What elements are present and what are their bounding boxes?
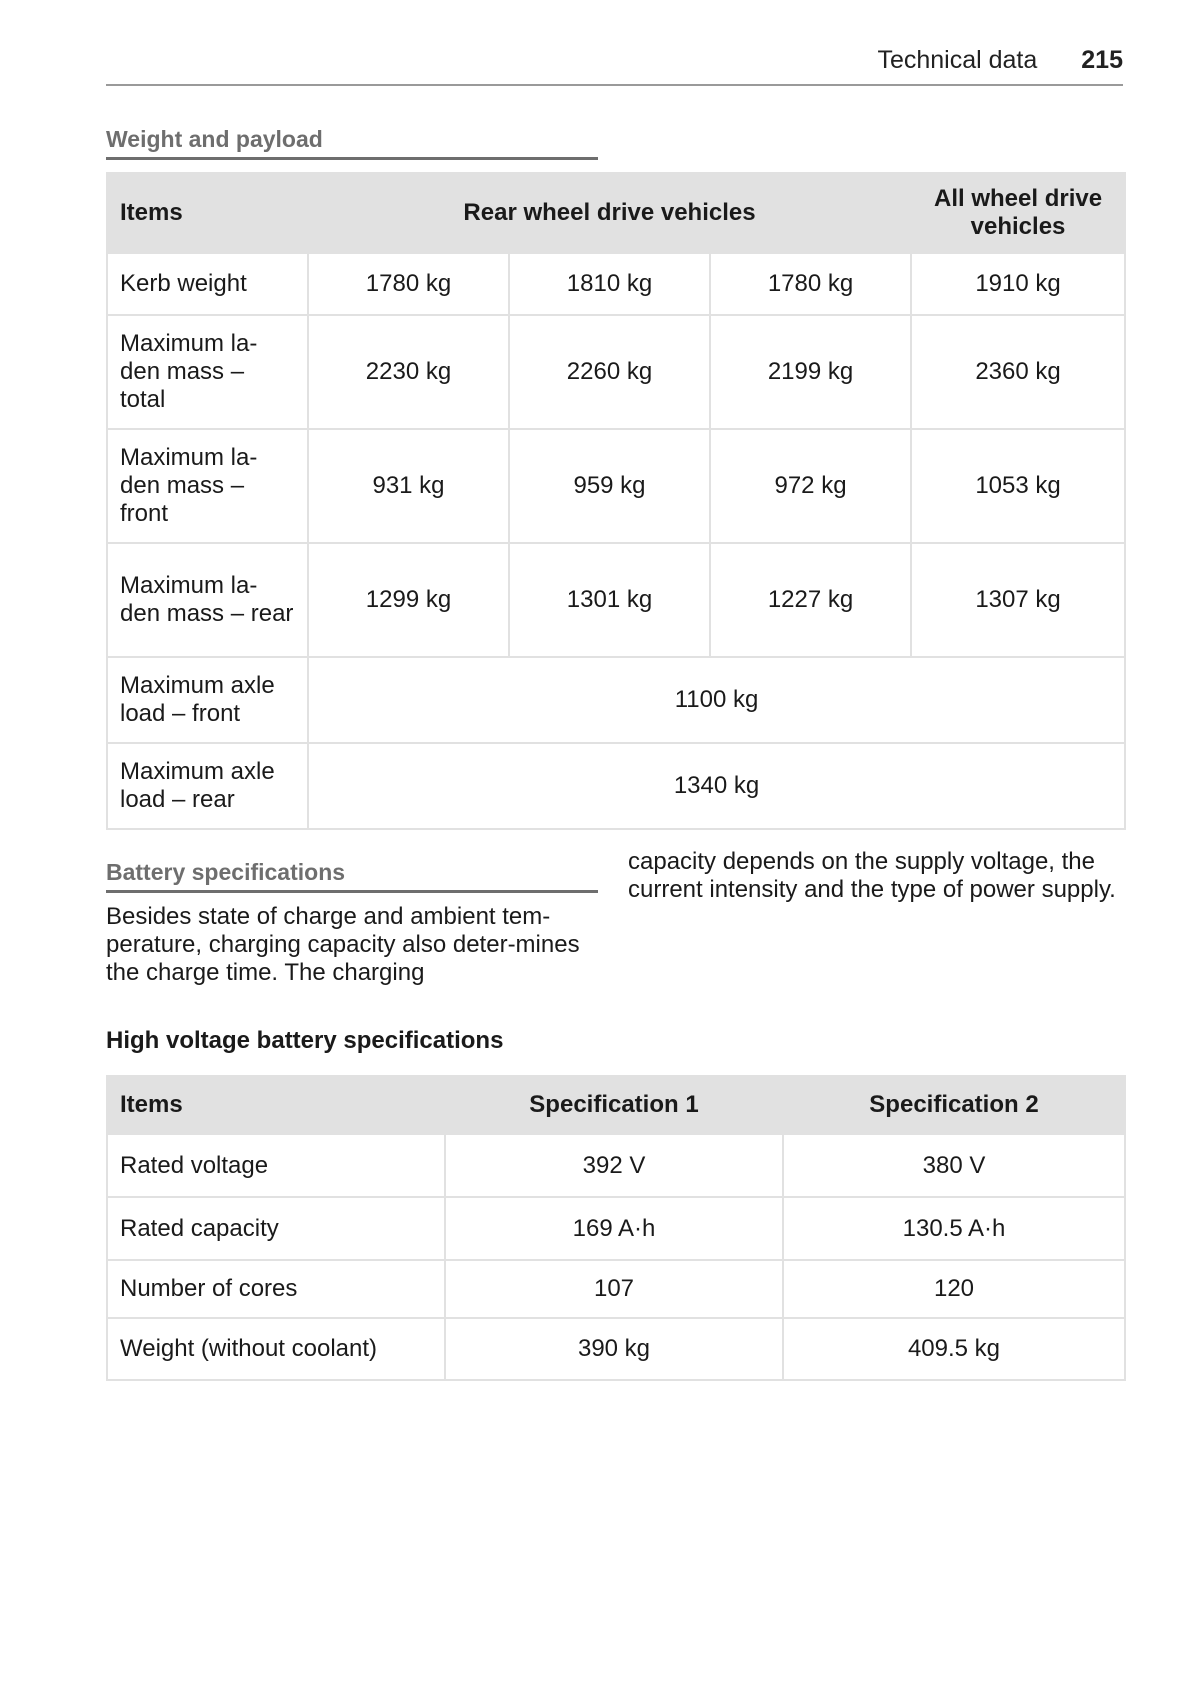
page-header <box>106 40 1123 86</box>
table-row <box>107 743 1125 829</box>
table-cell: 1910 kg <box>911 253 1125 315</box>
table-cell: 1053 kg <box>911 429 1125 543</box>
table-cell: 409.5 kg <box>783 1318 1125 1380</box>
table-cell: 2199 kg <box>710 315 911 429</box>
header-title: Technical data <box>877 45 1038 74</box>
row-label: Kerb weight <box>107 253 308 315</box>
weight-table <box>106 172 1126 830</box>
weight-section-heading: Weight and payload <box>106 126 598 160</box>
table-cell: 1780 kg <box>710 253 911 315</box>
table-row <box>107 657 1125 743</box>
table-row <box>107 253 1125 315</box>
battery-section-heading: Battery specifications <box>106 859 598 893</box>
header-rear-wheel-drive: Rear wheel drive vehicles <box>308 173 911 253</box>
weight-table-header-row <box>107 173 1125 253</box>
table-cell: 120 <box>783 1260 1125 1318</box>
table-row <box>107 1260 1125 1318</box>
row-label: Maximum la-den mass – front <box>107 429 308 543</box>
row-label: Maximum axle load – front <box>107 657 308 743</box>
table-cell: 1301 kg <box>509 543 710 657</box>
battery-paragraph-left: Besides state of charge and ambient tem-perature, charging capacity also deter-mines the charge time. The charging <box>106 903 580 986</box>
battery-paragraph-right: capacity depends on the supply voltage, the current intensity and the type of power supply. <box>628 848 1116 903</box>
table-cell: 1780 kg <box>308 253 509 315</box>
hv-battery-heading: High voltage battery specifications <box>106 1027 504 1054</box>
header-spec1: Specification 1 <box>445 1076 783 1134</box>
row-label: Maximum la-den mass – rear <box>107 543 308 657</box>
row-label: Maximum axle load – rear <box>107 743 308 829</box>
header-spec2: Specification 2 <box>783 1076 1125 1134</box>
table-cell: 959 kg <box>509 429 710 543</box>
row-label: Rated voltage <box>107 1134 445 1197</box>
header-items: Items <box>107 173 308 253</box>
table-cell: 1810 kg <box>509 253 710 315</box>
table-row <box>107 315 1125 429</box>
table-cell: 107 <box>445 1260 783 1318</box>
row-label: Rated capacity <box>107 1197 445 1260</box>
row-label: Weight (without coolant) <box>107 1318 445 1380</box>
table-cell: 2360 kg <box>911 315 1125 429</box>
table-cell: 392 V <box>445 1134 783 1197</box>
page-number: 215 <box>1081 45 1123 74</box>
row-label: Number of cores <box>107 1260 445 1318</box>
table-row <box>107 543 1125 657</box>
table-cell: 390 kg <box>445 1318 783 1380</box>
table-row <box>107 1197 1125 1260</box>
table-cell: 130.5 A·h <box>783 1197 1125 1260</box>
header-all-wheel-drive: All wheel drive vehicles <box>911 173 1125 253</box>
header-items: Items <box>107 1076 445 1134</box>
row-label: Maximum la-den mass – total <box>107 315 308 429</box>
hv-battery-table <box>106 1075 1126 1381</box>
table-cell: 972 kg <box>710 429 911 543</box>
table-cell: 1100 kg <box>308 657 1125 743</box>
table-row <box>107 1134 1125 1197</box>
table-row <box>107 1318 1125 1380</box>
table-row <box>107 429 1125 543</box>
table-cell: 1307 kg <box>911 543 1125 657</box>
table-cell: 1227 kg <box>710 543 911 657</box>
table-cell: 1299 kg <box>308 543 509 657</box>
hv-table-header-row <box>107 1076 1125 1134</box>
table-cell: 2230 kg <box>308 315 509 429</box>
table-cell: 380 V <box>783 1134 1125 1197</box>
table-cell: 931 kg <box>308 429 509 543</box>
table-cell: 1340 kg <box>308 743 1125 829</box>
table-cell: 169 A·h <box>445 1197 783 1260</box>
table-cell: 2260 kg <box>509 315 710 429</box>
